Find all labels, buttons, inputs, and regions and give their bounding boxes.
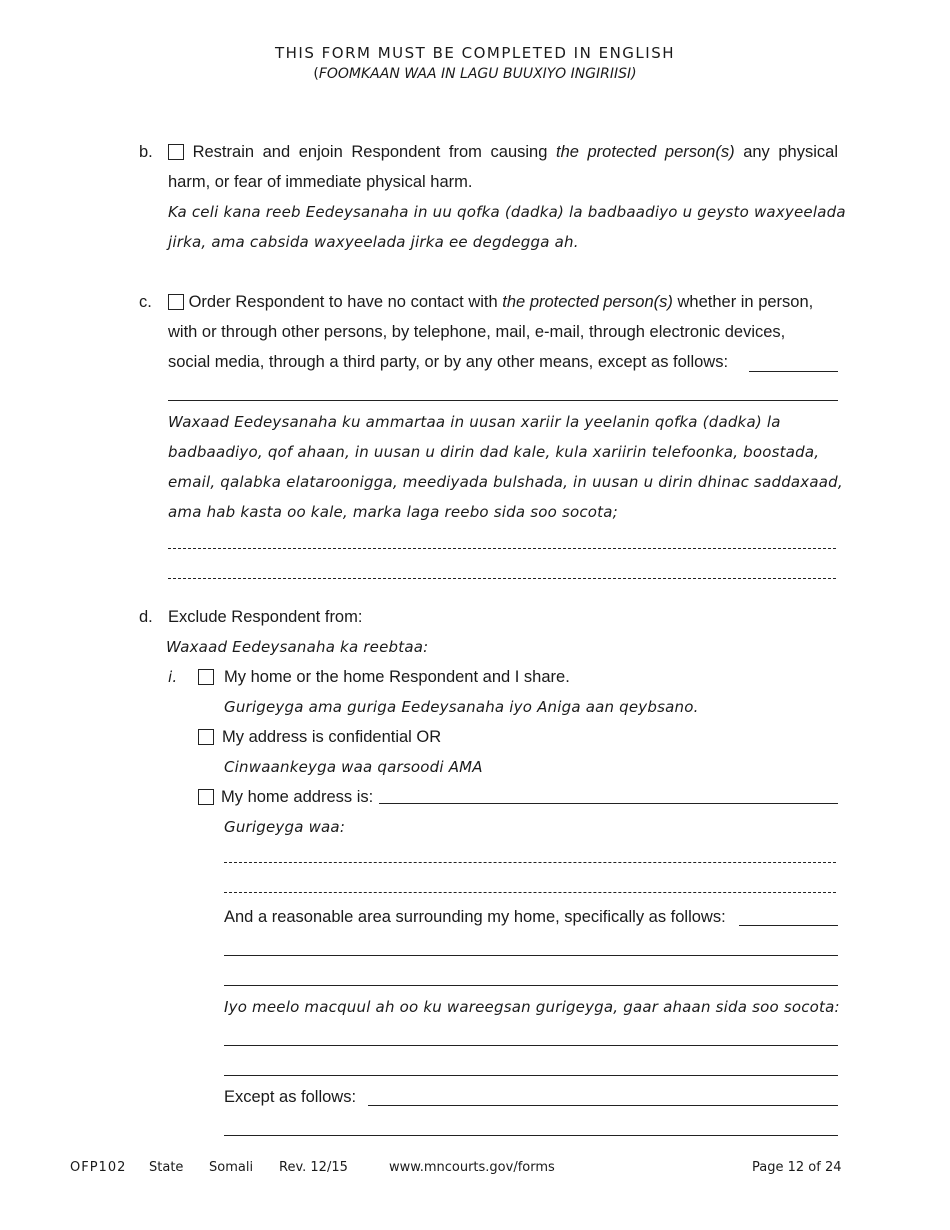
surrounding-area-english: And a reasonable area surrounding my home, specifically as follows: <box>224 908 726 926</box>
item-i-numeral: i. <box>168 668 178 686</box>
home-shared-english: My home or the home Respondent and I share. <box>224 668 570 686</box>
section-c-somali-line3: email, qalabka elataroonigga, meediyada bulshada, in uusan u dirin dhinac saddaxaad, <box>168 473 843 491</box>
section-c-exception-field-2[interactable] <box>168 400 838 401</box>
section-c-somali-line2: badbaadiyo, qof ahaan, in uusan u dirin dad kale, kula xariirin telefoonka, boostada, <box>168 443 820 461</box>
home-shared-somali: Gurigeyga ama guriga Eedeysanaha iyo Aniga aan qeybsano. <box>224 698 699 716</box>
footer-language: Somali <box>209 1160 254 1175</box>
section-c-english-line1: Order Respondent to have no contact with the protected person(s) whether in person, <box>168 292 813 312</box>
footer-url[interactable]: www.mncourts.gov/forms <box>389 1160 555 1175</box>
section-d-letter: d. <box>139 608 153 626</box>
except-as-follows-field-2[interactable] <box>224 1135 838 1136</box>
section-c-somali-line4: ama hab kasta oo kale, marka laga reebo sida soo socota; <box>168 503 618 521</box>
section-c-somali-field-2[interactable] <box>168 578 836 579</box>
section-c-checkbox[interactable] <box>168 294 184 310</box>
home-shared-checkbox[interactable] <box>198 669 214 685</box>
home-address-somali-field-1[interactable] <box>224 862 836 863</box>
section-b-english-line2: harm, or fear of immediate physical harm. <box>168 173 473 191</box>
section-c-somali-line1: Waxaad Eedeysanaha ku ammartaa in uusan xariir la yeelanin qofka (dadka) la <box>168 413 781 431</box>
except-as-follows-english: Except as follows: <box>224 1088 357 1106</box>
footer-revision: Rev. 12/15 <box>279 1160 348 1175</box>
section-c-exception-field-1[interactable] <box>749 371 838 372</box>
home-address-somali-field-2[interactable] <box>224 892 836 893</box>
surrounding-area-somali-field-2[interactable] <box>224 1075 838 1076</box>
surrounding-area-field-3[interactable] <box>224 985 838 986</box>
address-confidential-somali: Cinwaankeyga waa qarsoodi AMA <box>224 758 483 776</box>
section-b-english-line1: Restrain and enjoin Respondent from causing the protected person(s) any physical <box>168 142 838 162</box>
surrounding-area-field-1[interactable] <box>739 925 838 926</box>
section-b-letter: b. <box>139 143 153 161</box>
form-language-notice-somali: (FOOMKAAN WAA IN LAGU BUUXIYO INGIRIISI) <box>313 66 637 82</box>
form-language-notice: THIS FORM MUST BE COMPLETED IN ENGLISH <box>274 44 675 62</box>
home-address-english: My home address is: <box>221 788 374 806</box>
except-as-follows-field-1[interactable] <box>368 1105 838 1106</box>
footer-page-number: Page 12 of 24 <box>752 1160 842 1175</box>
section-c-english-line2: with or through other persons, by telephone, mail, e-mail, through electronic devices, <box>168 323 786 341</box>
section-b-somali-line1: Ka celi kana reeb Eedeysanaha in uu qofka (dadka) la badbaadiyo u geysto waxyeelada <box>168 203 846 221</box>
footer-state: State <box>149 1160 184 1175</box>
home-address-somali: Gurigeyga waa: <box>224 818 346 836</box>
address-confidential-checkbox[interactable] <box>198 729 214 745</box>
surrounding-area-somali-field-1[interactable] <box>224 1045 838 1046</box>
home-address-field[interactable] <box>379 803 838 804</box>
section-c-somali-field-1[interactable] <box>168 548 836 549</box>
address-confidential-english: My address is confidential OR <box>222 728 442 746</box>
surrounding-area-field-2[interactable] <box>224 955 838 956</box>
section-d-somali-title: Waxaad Eedeysanaha ka reebtaa: <box>166 638 429 656</box>
home-address-checkbox[interactable] <box>198 789 214 805</box>
section-c-english-line3: social media, through a third party, or by any other means, except as follows: <box>168 353 729 371</box>
footer-form-id: OFP102 <box>70 1160 127 1175</box>
section-c-letter: c. <box>139 293 152 311</box>
section-d-english-title: Exclude Respondent from: <box>168 608 363 626</box>
section-b-checkbox[interactable] <box>168 144 184 160</box>
surrounding-area-somali: Iyo meelo macquul ah oo ku wareegsan gurigeyga, gaar ahaan sida soo socota: <box>224 998 840 1016</box>
section-b-somali-line2: jirka, ama cabsida waxyeelada jirka ee degdegga ah. <box>168 233 579 251</box>
